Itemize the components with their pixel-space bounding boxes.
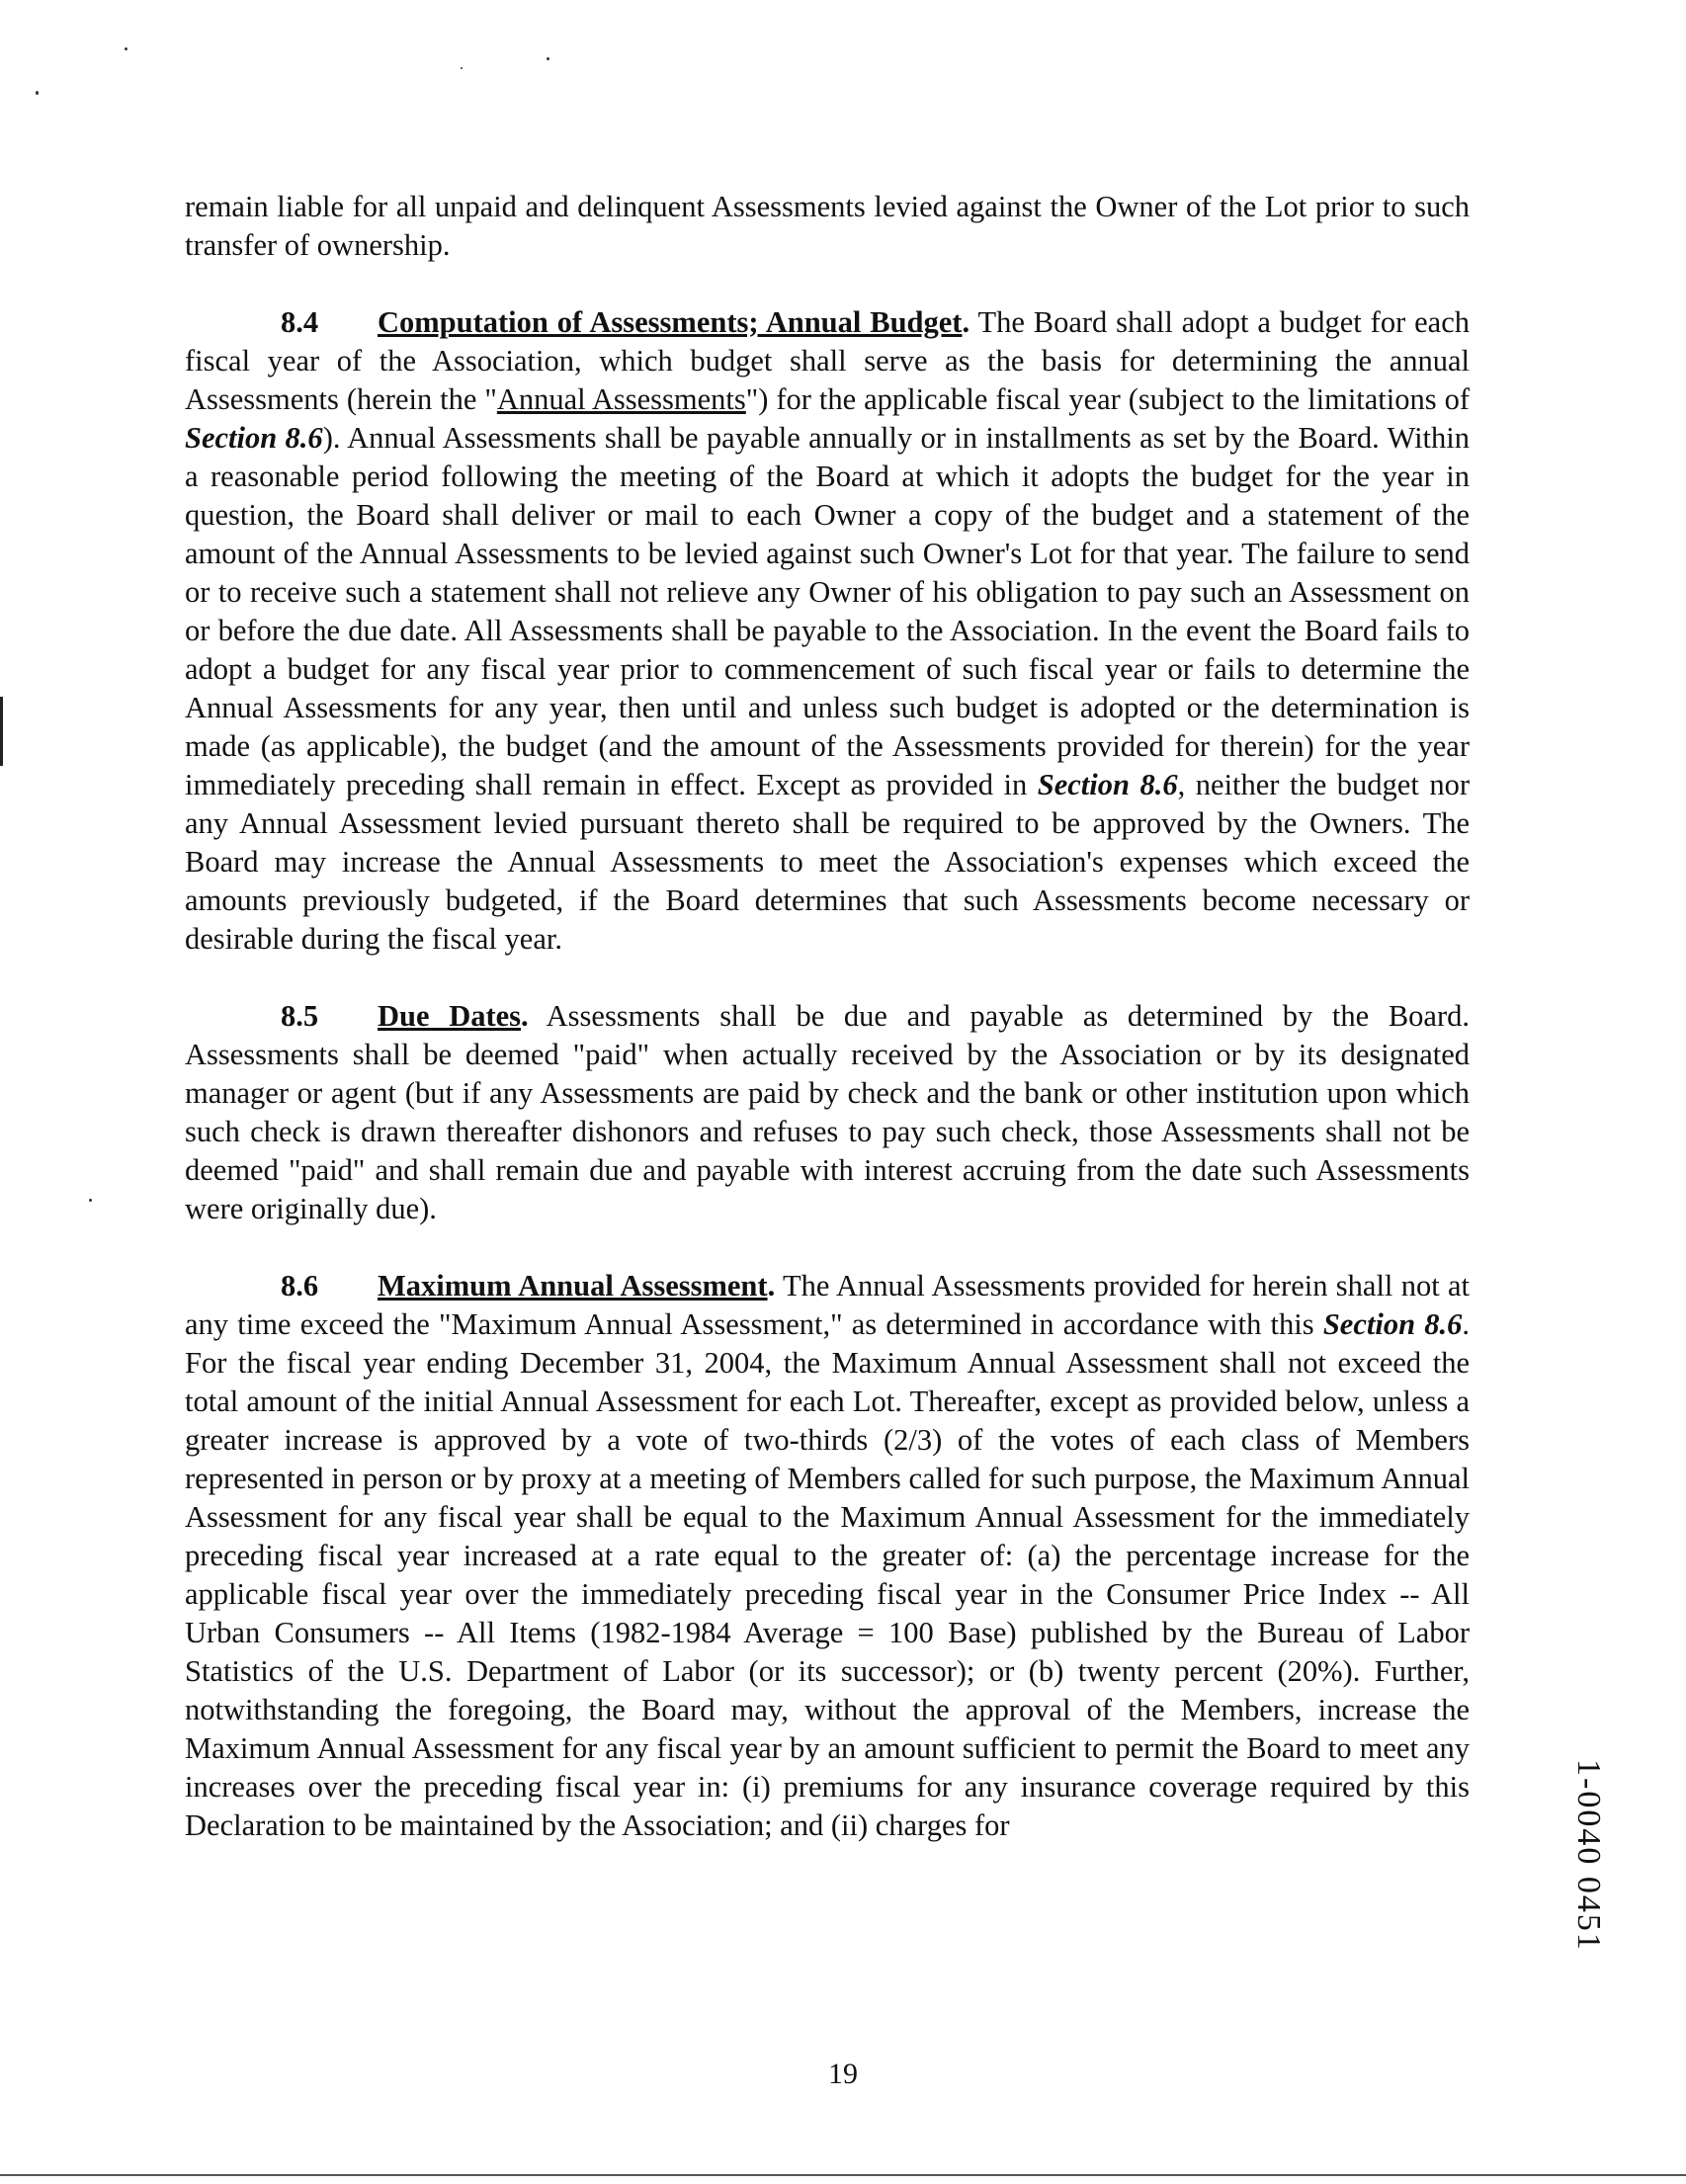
section-8-5: 8.5 Due Dates. Assessments shall be due and payable as determined by the Board. Assessments shall be deemed "paid" when actually received by the Association or by its designated manager or agent (but if any Assessments are paid by check and the bank or other institution upon which such check is drawn thereafter dishonors and refuses to pay such check, those Assessments shall not be deemed "paid" and shall remain due and payable with interest accruing from the date such Assessments were originally due).: [185, 999, 1470, 1225]
scan-speck: [547, 57, 549, 60]
section-title: Maximum Annual Assessment: [378, 1269, 768, 1302]
scan-speck: [125, 47, 127, 50]
section-number: 8.6: [281, 1269, 319, 1302]
scan-speck: [36, 91, 39, 95]
section-number: 8.5: [281, 999, 319, 1033]
section-title: Due Dates: [378, 999, 522, 1033]
defined-term: Annual Assessments: [496, 382, 746, 416]
recording-stamp: 1-0040 0451: [1570, 1759, 1607, 1952]
section-text: The Annual Assessments provided for herein shall not at any time exceed the "Maximum Annual Assessment," as determined in accordance with this: [185, 1269, 1471, 1341]
section-title: Computation of Assessments; Annual Budget: [378, 305, 963, 339]
section-text: ") for the applicable fiscal year (subject to the limitations of: [745, 382, 1470, 416]
continuation-paragraph: remain liable for all unpaid and delinquent Assessments levied against the Owner of the Lot prior to such transfer of ownership.: [185, 190, 1470, 262]
section-8-6: 8.6 Maximum Annual Assessment. The Annual Assessments provided for herein shall not at any time exceed the "Maximum Annual Assessment," as determined in accordance with this Section 8.6. For the fiscal year ending December 31, 2004, the Maximum Annual Assessment shall not exceed the total amount of the initial Annual Assessment for each Lot. Thereafter, except as provided below, unless a greater increase is approved by a vote of two-thirds (2/3) of the votes of each class of Members represented in person or by proxy at a meeting of Members called for such purpose, the Maximum Annual Assessment for any fiscal year shall be equal to the Maximum Annual Assessment for the immediately preceding fiscal year increased at a rate equal to the greater of: (a) the percentage increase for the applicable fiscal year over the immediately preceding fiscal year in the Consumer Price Index -- All Urban Consumers -- All Items (1982-1984 Average = 100 Base) published by the Bureau of Labor Statistics of the U.S. Department of Labor (or its successor); or (b) twenty percent (20%). Further, notwithstanding the foregoing, the Board may, without the approval of the Members, increase the Maximum Annual Assessment for any fiscal year by an amount sufficient to permit the Board to meet any increases over the preceding fiscal year in: (i) premiums for any insurance coverage required by this Declaration to be maintained by the Association; and (ii) charges for: [185, 1269, 1471, 1842]
section-8-4: 8.4 Computation of Assessments; Annual Budget. The Board shall adopt a budget for each fiscal year of the Association, which budget shall serve as the basis for determining the annual Assessments (herein the "Annual Assessments") for the applicable fiscal year (subject to the limitations of Section 8.6). Annual Assessments shall be payable annually or in installments as set by the Board. Within a reasonable period following the meeting of the Board at which it adopts the budget for the year in question, the Board shall deliver or mail to each Owner a copy of the budget and a statement of the amount of the Annual Assessments to be levied against such Owner's Lot for that year. The failure to send or to receive such a statement shall not relieve any Owner of his obligation to pay such an Assessment on or before the due date. All Assessments shall be payable to the Association. In the event the Board fails to adopt a budget for any fiscal year prior to commencement of such fiscal year or fails to determine the Annual Assessments for any year, then until and unless such budget is adopted or the determination is made (as applicable), the budget (and the amount of the Assessments provided for therein) for the year immediately preceding shall remain in effect. Except as provided in Section 8.6, neither the budget nor any Annual Assessment levied pursuant thereto shall be required to be approved by the Owners. The Board may increase the Annual Assessments to meet the Association's expenses which exceed the amounts previously budgeted, if the Board determines that such Assessments become necessary or desirable during the fiscal year.: [185, 305, 1470, 956]
document-body: [185, 188, 1470, 1884]
section-reference: Section 8.6: [1037, 768, 1178, 801]
section-text: , neither the budget nor any Annual Assessment levied pursuant thereto shall be required to be approved by the Owners. The Board may increase the Annual Assessments to meet the Association's expenses which exceed the amounts previously budgeted, if the Board determines that such Assessments become necessary or desirable during the fiscal year.: [185, 768, 1470, 956]
section-reference: Section 8.6: [185, 421, 323, 455]
page-number: 19: [828, 2058, 858, 2090]
section-text: Assessments shall be due and payable as determined by the Board. Assessments shall be deemed "paid" when actually received by the Association or by its designated manager or agent (but if any Assessments are paid by check and the bank or other institution upon which such check is drawn thereafter dishonors and refuses to pay such check, those Assessments shall not be deemed "paid" and shall remain due and payable with interest accruing from the date such Assessments were originally due).: [185, 999, 1470, 1225]
scan-speck: [89, 1199, 92, 1202]
scan-edge-mark: [0, 697, 3, 766]
section-text: The Board shall adopt a budget for each fiscal year of the Association, which budget shall serve as the basis for determining the annual Assessments (herein the ": [185, 305, 1470, 416]
section-reference: Section 8.6: [1322, 1307, 1463, 1341]
section-number: 8.4: [281, 305, 319, 339]
section-text: . For the fiscal year ending December 31, 2004, the Maximum Annual Assessment shall not exceed the total amount of the initial Annual Assessment for each Lot. Thereafter, except as provided below, unless a greater increase is approved by a vote of two-thirds (2/3) of the votes of each class of Members represented in person or by proxy at a meeting of Members called for such purpose, the Maximum Annual Assessment for any fiscal year shall be equal to the Maximum Annual Assessment for the immediately preceding fiscal year increased at a rate equal to the greater of: (a) the percentage increase for the applicable fiscal year over the immediately preceding fiscal year in the Consumer Price Index -- All Urban Consumers -- All Items (1982-1984 Average = 100 Base) published by the Bureau of Labor Statistics of the U.S. Department of Labor (or its successor); or (b) twenty percent (20%). Further, notwithstanding the foregoing, the Board may, without the approval of the Members, increase the Maximum Annual Assessment for any fiscal year by an amount sufficient to permit the Board to meet any increases over the preceding fiscal year in: (i) premiums for any insurance coverage required by this Declaration to be maintained by the Association; and (ii) charges for: [185, 1307, 1470, 1842]
section-text: ). Annual Assessments shall be payable annually or in installments as set by the Board. Within a reasonable period following the meeting of the Board at which it adopts the budget for the year in question, the Board shall deliver or mail to each Owner a copy of the budget and a statement of the amount of the Annual Assessments to be levied against such Owner's Lot for that year. The failure to send or to receive such a statement shall not relieve any Owner of his obligation to pay such an Assessment on or before the due date. All Assessments shall be payable to the Association. In the event the Board fails to adopt a budget for any fiscal year prior to commencement of such fiscal year or fails to determine the Annual Assessments for any year, then until and unless such budget is adopted or the determination is made (as applicable), the budget (and the amount of the Assessments provided for therein) for the year immediately preceding shall remain in effect. Except as provided in: [185, 421, 1470, 801]
scan-speck: [461, 67, 463, 69]
scan-bottom-edge: [0, 2174, 1686, 2176]
